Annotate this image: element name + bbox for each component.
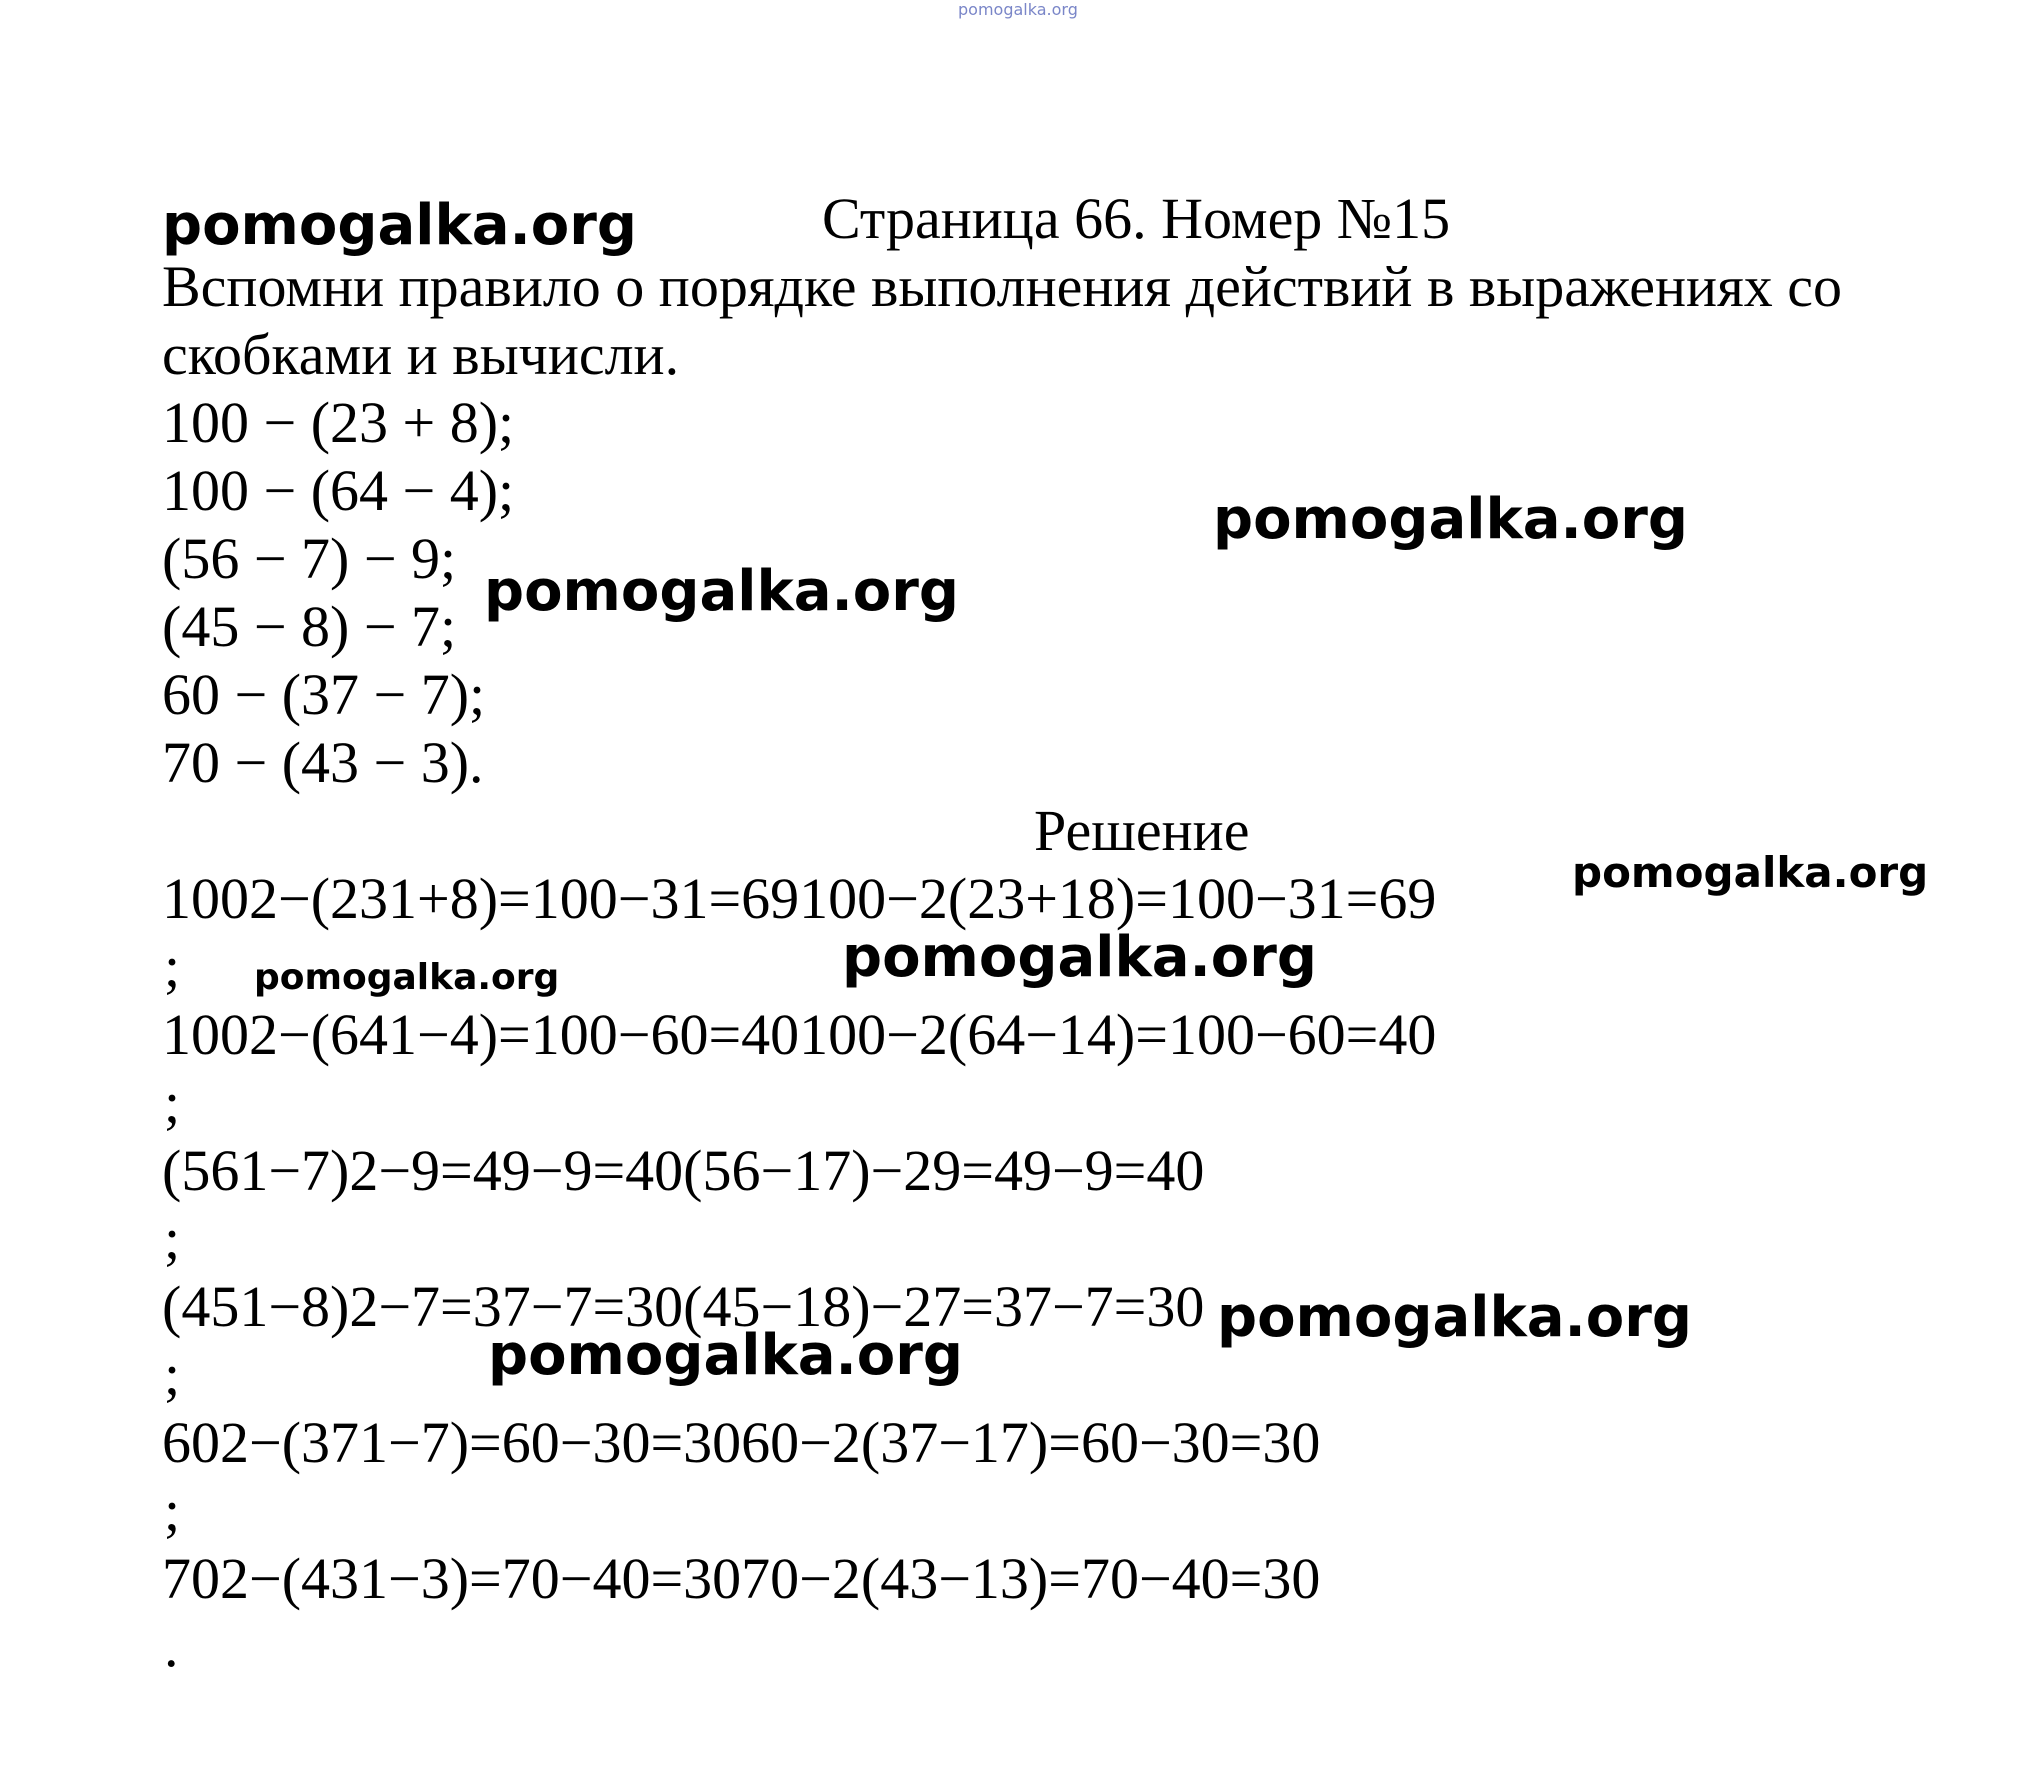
expression-5: 60 − (37 − 7);	[162, 662, 486, 727]
solution-separator-6: .	[164, 1614, 179, 1679]
solution-line-3: (561−7)2−9=49−9=40(56−17)−29=49−9=40	[162, 1138, 1205, 1203]
watermark-right-top: pomogalka.org	[1213, 487, 1688, 552]
solution-separator-5: ;	[164, 1478, 181, 1543]
solution-separator-3: ;	[164, 1206, 181, 1271]
expression-4: (45 − 8) − 7;	[162, 594, 457, 659]
solution-separator-2: ;	[164, 1070, 181, 1135]
watermark-right-solution: pomogalka.org	[1572, 848, 1929, 897]
watermark-center: pomogalka.org	[842, 925, 1317, 990]
expression-2: 100 − (64 − 4);	[162, 458, 515, 523]
watermark-right-bottom: pomogalka.org	[1217, 1285, 1692, 1350]
solution-line-4: (451−8)2−7=37−7=30(45−18)−27=37−7=30	[162, 1274, 1205, 1339]
task-text-line-2: скобками и вычисли.	[162, 322, 680, 387]
expression-3: (56 − 7) − 9;	[162, 526, 457, 591]
task-text-line-1: Вспомни правило о порядке выполнения действий в выражениях со	[162, 254, 1842, 319]
page-title: Страница 66. Номер №15	[822, 186, 1451, 251]
solution-line-2: 1002−(641−4)=100−60=40100−2(64−14)=100−60=40	[162, 1002, 1437, 1067]
solution-line-5: 602−(371−7)=60−30=3060−2(37−17)=60−30=30	[162, 1410, 1321, 1475]
watermark-left-small: pomogalka.org	[254, 957, 560, 998]
watermark-mid-left: pomogalka.org	[484, 559, 959, 624]
solution-separator-4: ;	[164, 1342, 181, 1407]
solution-heading: Решение	[1034, 798, 1250, 863]
expression-1: 100 − (23 + 8);	[162, 390, 515, 455]
solution-line-1: 1002−(231+8)=100−31=69100−2(23+18)=100−31=69	[162, 866, 1437, 931]
solution-separator-1: ;	[164, 934, 181, 999]
watermark-top-tiny: pomogalka.org	[958, 0, 1078, 19]
watermark-header: pomogalka.org	[162, 193, 637, 258]
expression-6: 70 − (43 − 3).	[162, 730, 484, 795]
watermark-bottom-center: pomogalka.org	[488, 1323, 963, 1388]
solution-line-6: 702−(431−3)=70−40=3070−2(43−13)=70−40=30	[162, 1546, 1321, 1611]
